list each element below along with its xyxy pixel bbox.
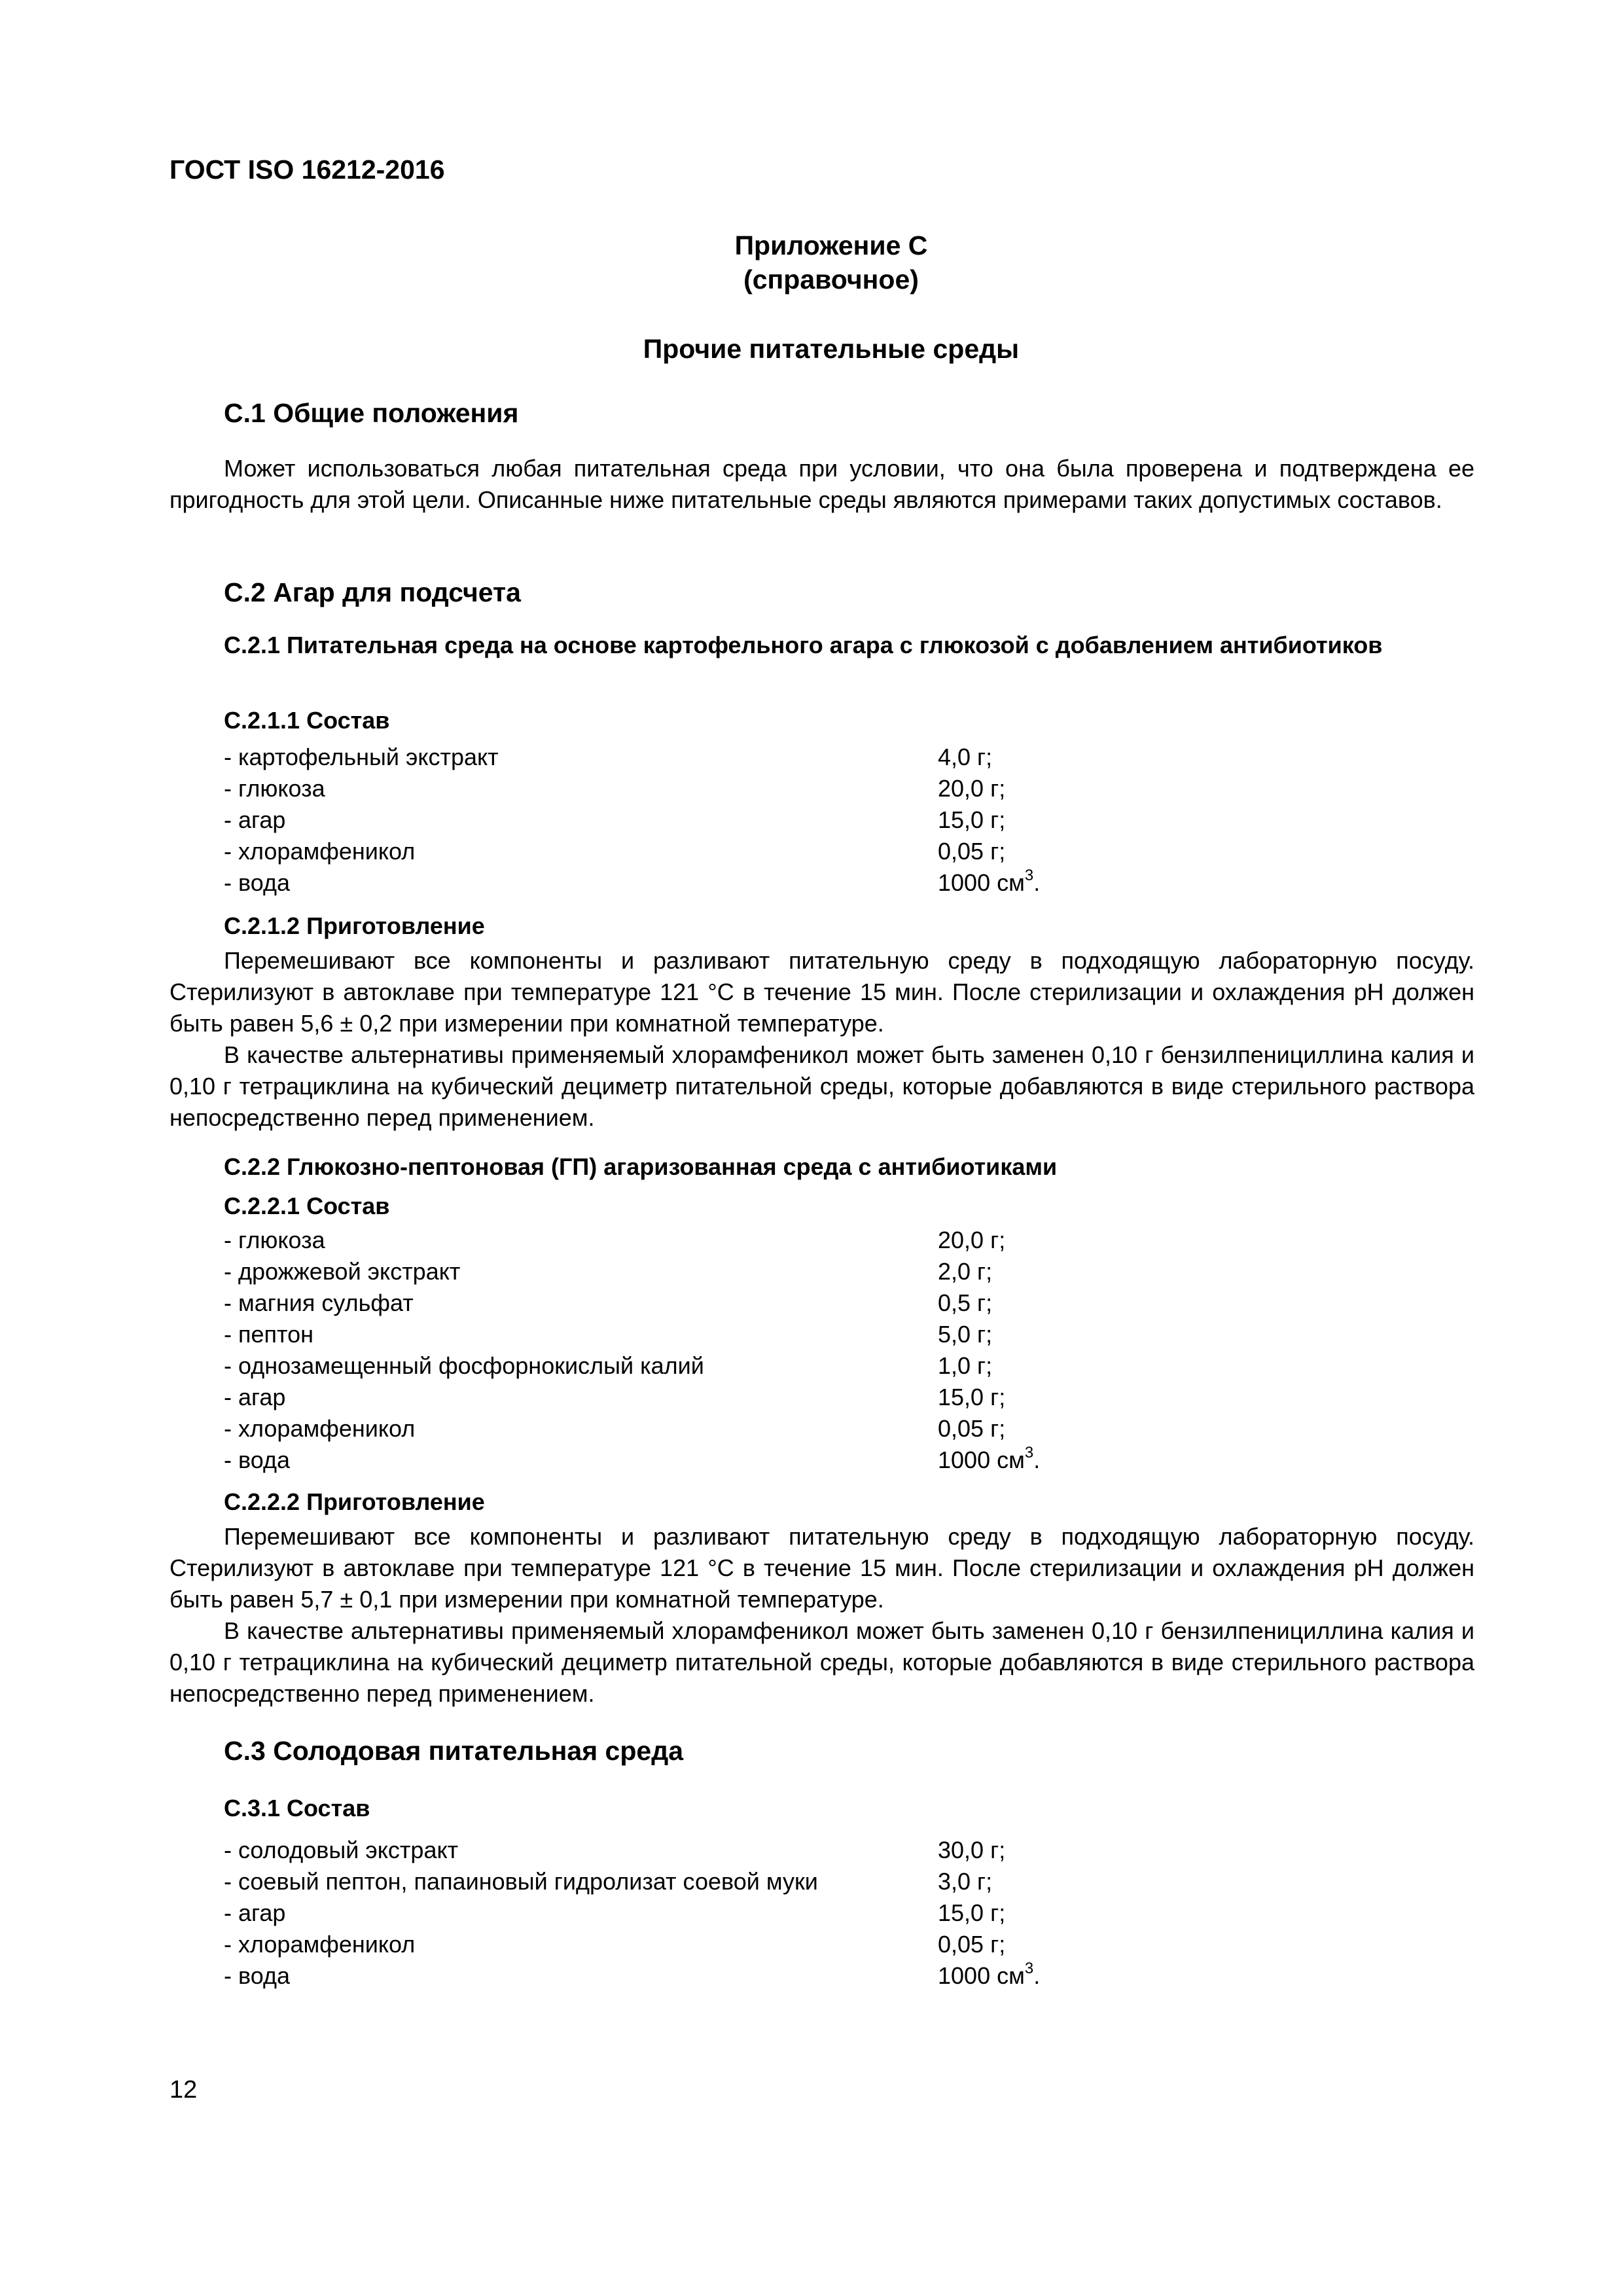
component-amount: 15,0 г; [938, 806, 1006, 833]
component-name: - глюкоза [224, 1227, 325, 1253]
section-c1-text [169, 453, 1474, 516]
component-amount: 2,0 г; [938, 1258, 993, 1285]
component-name: - агар [224, 1899, 286, 1926]
component-name: - вода [224, 1446, 290, 1473]
component-name: - хлорамфеникол [224, 838, 416, 865]
c212-paragraph-1: Перемешивают все компоненты и разливают питательную среду в подходящую лабораторную посуду. Стерилизуют в автоклаве при температуре 121 °С в течение 15 мин. После стерилизации и охлаждения рН должен быть равен 5,6 ± 0,2 при измерении при комнатной температуре. [169, 947, 1474, 1037]
component-amount: 15,0 г; [938, 1384, 1006, 1410]
component-amount: 15,0 г; [938, 1899, 1006, 1926]
component-name: - однозамещенный фосфорнокислый калий [224, 1352, 704, 1379]
amount-superscript: 3 [1024, 1444, 1034, 1462]
component-name: - хлорамфеникол [224, 1931, 416, 1958]
amount-superscript: 3 [1024, 867, 1034, 884]
amount-end: . [1033, 869, 1041, 896]
c31-composition-heading: С.3.1 Состав [224, 1795, 370, 1821]
component-name: - соевый пептон, папаиновый гидролизат соевой муки [224, 1868, 818, 1895]
component-amount [938, 869, 1040, 897]
component-amount: 20,0 г; [938, 775, 1006, 802]
component-amount: 0,05 г; [938, 1931, 1006, 1958]
document-code: ГОСТ ISO 16212-2016 [169, 154, 445, 185]
section-c2-heading: С.2 Агар для подсчета [224, 577, 521, 607]
c211-composition-heading: С.2.1.1 Состав [224, 707, 390, 734]
component-amount: 4,0 г; [938, 744, 993, 770]
c221-composition-heading: С.2.2.1 Состав [224, 1193, 390, 1219]
amount-superscript: 3 [1024, 1960, 1034, 1977]
c212-prep-text [169, 945, 1474, 1134]
section-c21-heading [169, 630, 1474, 661]
component-amount: 20,0 г; [938, 1227, 1006, 1253]
component-amount: 0,05 г; [938, 838, 1006, 865]
amount-value: 1000 см [938, 1962, 1025, 1989]
amount-end: . [1033, 1446, 1041, 1473]
section-c1-heading: С.1 Общие положения [224, 398, 519, 428]
component-name: - пептон [224, 1321, 313, 1348]
component-name: - картофельный экстракт [224, 744, 499, 770]
component-amount [938, 1446, 1040, 1474]
c212-paragraph-2: В качестве альтернативы применяемый хлорамфеникол может быть заменен 0,10 г бензилпенициллина калия и 0,10 г тетрациклина на кубический дециметр питательной среды, которые добавляются в виде стерильного раствора непосредственно перед применением. [169, 1041, 1474, 1131]
component-amount: 3,0 г; [938, 1868, 993, 1895]
component-amount: 0,5 г; [938, 1289, 993, 1316]
section-c22-heading: С.2.2 Глюкозно-пептоновая (ГП) агаризованная среда с антибиотиками [224, 1153, 1058, 1180]
c222-prep-heading: С.2.2.2 Приготовление [224, 1488, 485, 1515]
component-name: - вода [224, 1962, 290, 1989]
c212-prep-heading: С.2.1.2 Приготовление [224, 912, 485, 939]
component-name: - магния сульфат [224, 1289, 414, 1316]
c222-prep-text [169, 1521, 1474, 1710]
component-amount: 1,0 г; [938, 1352, 993, 1379]
component-name: - вода [224, 869, 290, 896]
section-c3-heading: С.3 Солодовая питательная среда [224, 1736, 684, 1766]
amount-value: 1000 см [938, 1446, 1025, 1473]
component-name: - дрожжевой экстракт [224, 1258, 461, 1285]
c1-paragraph: Может использоваться любая питательная среда при условии, что она была проверена и подтверждена ее пригодность для этой цели. Описанные ниже питательные среды являются примерами таких допустимых составов. [169, 455, 1474, 513]
c21-heading-text: С.2.1 Питательная среда на основе картофельного агара с глюкозой с добавлением антибиотиков [224, 632, 1383, 658]
component-amount: 0,05 г; [938, 1415, 1006, 1442]
component-amount [938, 1962, 1040, 1990]
component-amount: 30,0 г; [938, 1837, 1006, 1863]
component-name: - агар [224, 806, 286, 833]
annex-heading: Прочие питательные среды [643, 334, 1020, 364]
component-name: - хлорамфеникол [224, 1415, 416, 1442]
amount-end: . [1033, 1962, 1041, 1989]
component-amount: 5,0 г; [938, 1321, 993, 1348]
c222-paragraph-2: В качестве альтернативы применяемый хлорамфеникол может быть заменен 0,10 г бензилпенициллина калия и 0,10 г тетрациклина на кубический дециметр питательной среды, которые добавляются в виде стерильного раствора непосредственно перед применением. [169, 1617, 1474, 1707]
annex-kind: (справочное) [743, 264, 919, 295]
component-name: - солодовый экстракт [224, 1837, 459, 1863]
page-number: 12 [169, 2076, 198, 2104]
annex-title: Приложение С [734, 230, 928, 260]
component-name: - агар [224, 1384, 286, 1410]
c222-paragraph-1: Перемешивают все компоненты и разливают питательную среду в подходящую лабораторную посуду. Стерилизуют в автоклаве при температуре 121 °С в течение 15 мин. После стерилизации и охлаждения рН должен быть равен 5,7 ± 0,1 при измерении при комнатной температуре. [169, 1523, 1474, 1613]
amount-value: 1000 см [938, 869, 1025, 896]
component-name: - глюкоза [224, 775, 325, 802]
